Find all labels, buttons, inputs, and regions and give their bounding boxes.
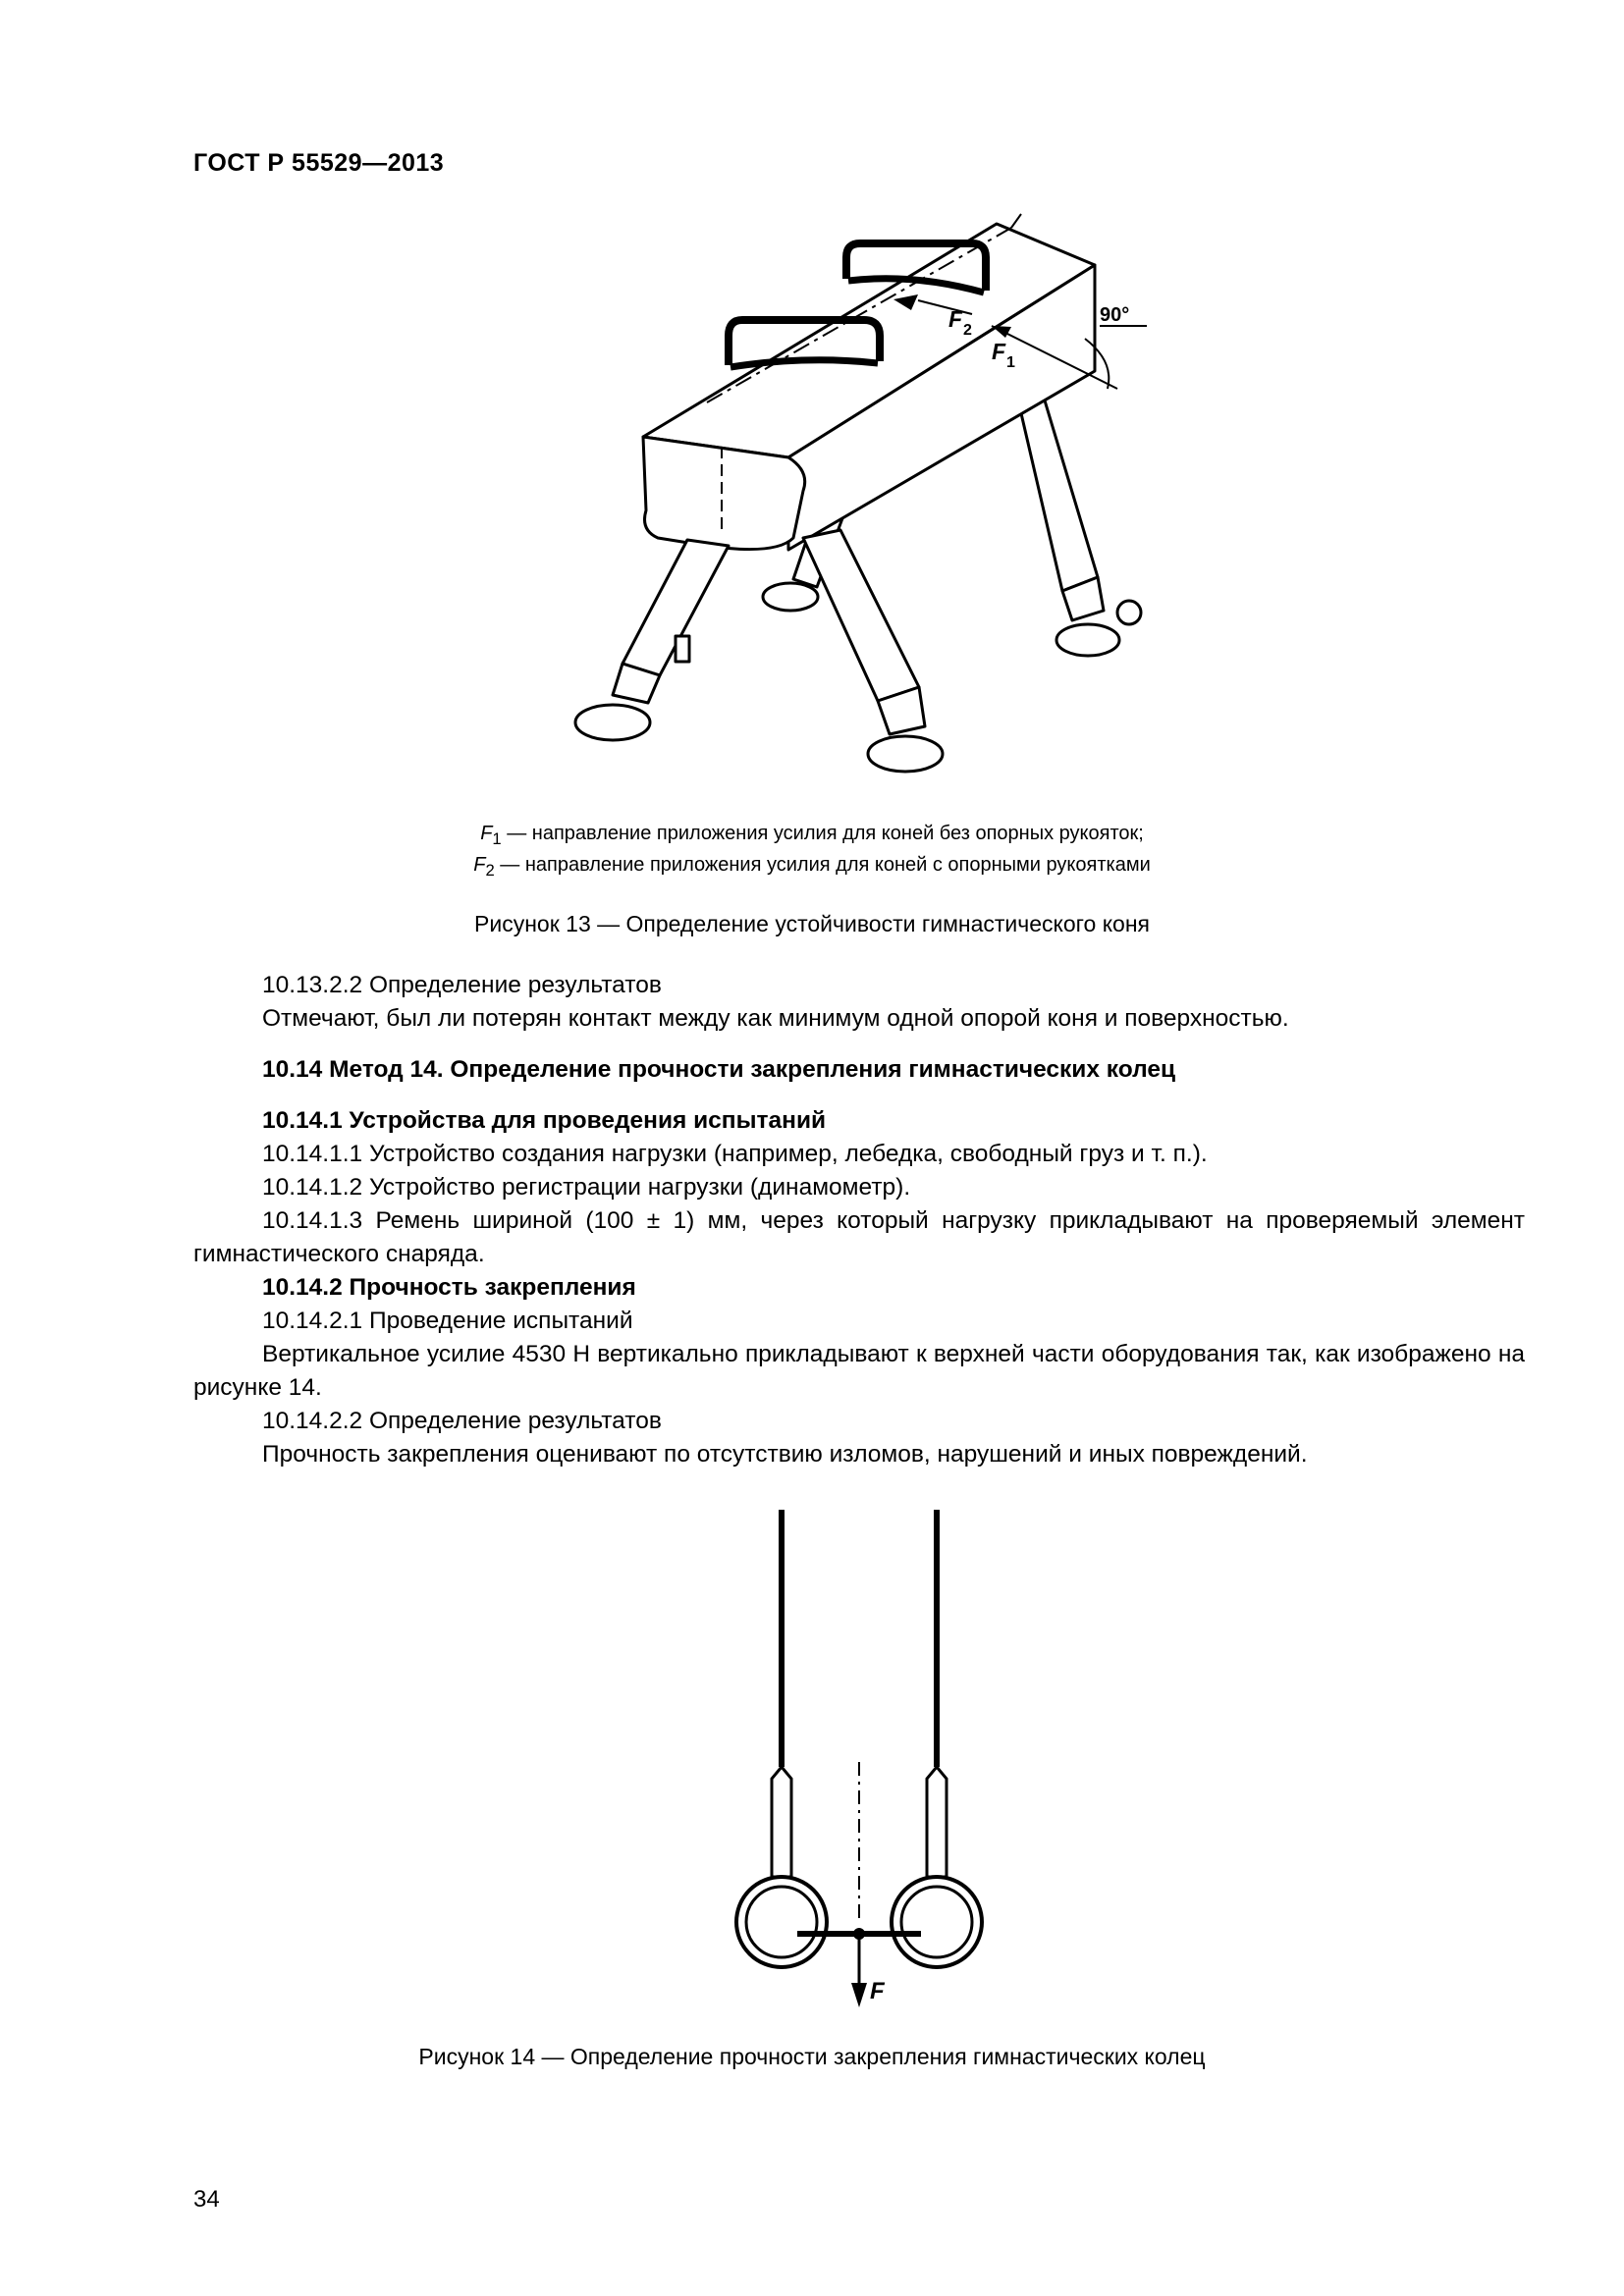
paragraph: 10.14.1.1 Устройство создания нагрузки (например, лебедка, свободный груз и т. п.). [262, 1141, 1208, 1167]
legend-line-f2: $F_2$ — направление приложения усилия для коней с опорными рукоятками [473, 854, 1151, 880]
figure-13-caption: Рисунок 13 — Определение устойчивости гимнастического коня [474, 911, 1150, 936]
paragraph: 10.14.1.2 Устройство регистрации нагрузки (динамометр). [262, 1174, 911, 1201]
document-header: ГОСТ Р 55529—2013 [193, 149, 445, 177]
figure-14-caption: Рисунок 14 — Определение прочности закрепления гимнастических колец [418, 2044, 1206, 2069]
page-number: 34 [193, 2186, 220, 2213]
legend-line-f1: $F_1$ — направление приложения усилия для коней без опорных рукояток; [480, 823, 1144, 848]
f1-label: F [992, 339, 1006, 364]
section-heading: 10.14 Метод 14. Определение прочности закрепления гимнастических колец [262, 1056, 1176, 1083]
angle-label: 90° [1100, 304, 1130, 326]
f2-label: F [948, 306, 963, 332]
paragraph: 10.14.2.2 Определение результатов [262, 1408, 662, 1434]
force-label: F [870, 1978, 885, 2004]
paragraph: 10.14.2.1 Проведение испытаний [262, 1308, 633, 1334]
subsection-heading: 10.14.2 Прочность закрепления [262, 1274, 636, 1301]
paragraph: 10.14.1.3 Ремень шириной (100 ± 1) мм, через который нагрузку прикладывают на проверяемый элемент гимнастического снаряда. [193, 1207, 1525, 1267]
f1-sub: 1 [1006, 354, 1015, 371]
paragraph: Прочность закрепления оценивают по отсутствию изломов, нарушений и иных повреждений. [262, 1441, 1308, 1468]
paragraph: Отмечают, был ли потерян контакт между как минимум одной опорой коня и поверхностью. [262, 1005, 1289, 1032]
subsection-heading: 10.14.1 Устройства для проведения испытаний [262, 1107, 827, 1134]
paragraph: 10.13.2.2 Определение результатов [262, 972, 662, 998]
f2-sub: 2 [963, 322, 972, 339]
paragraph: Вертикальное усилие 4530 Н вертикально прикладывают к верхней части оборудования так, как изображено на рисунке 14. [193, 1341, 1525, 1401]
